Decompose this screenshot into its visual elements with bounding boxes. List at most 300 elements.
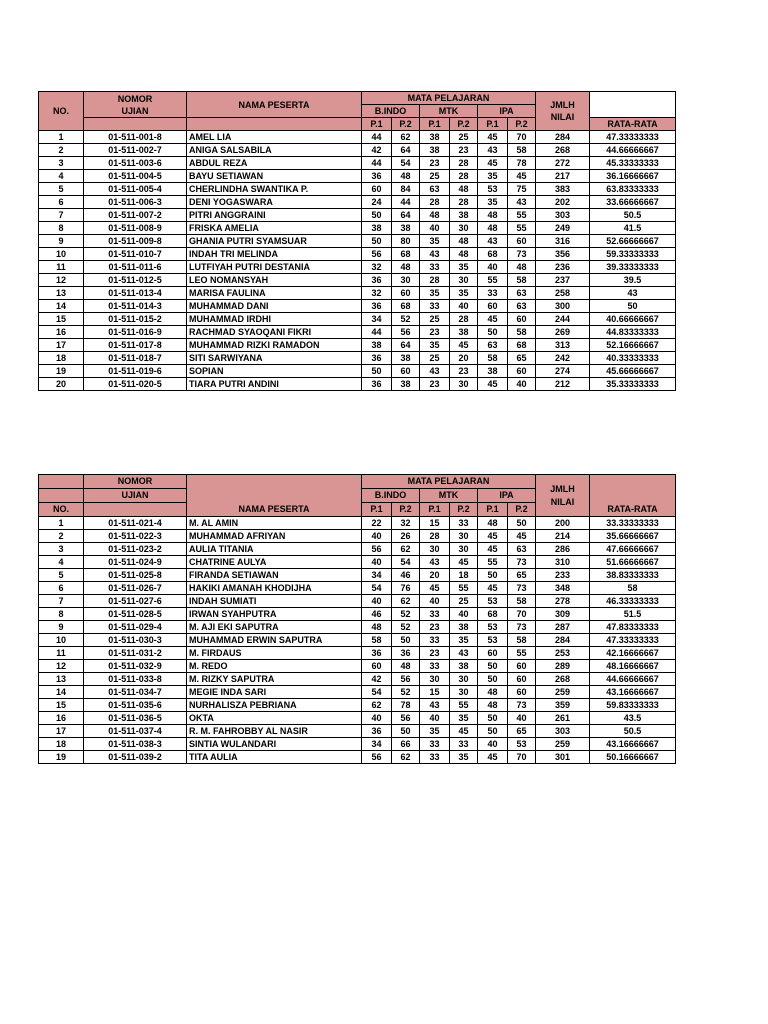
cell-rata-rata: 50.5 [590,725,676,738]
cell-jmlh-nilai: 301 [536,751,590,764]
table-row [39,144,676,157]
table-row [39,300,676,313]
cell-bindo-p1: 34 [362,569,392,582]
cell-jmlh-nilai: 233 [536,569,590,582]
cell-bindo-p1: 32 [362,287,392,300]
cell-nomor-ujian: 01-511-022-3 [84,530,187,543]
header-empty-no2 [39,489,84,503]
cell-ipa-p1: 48 [478,222,508,235]
cell-jmlh-nilai: 289 [536,660,590,673]
cell-ipa-p1: 68 [478,248,508,261]
cell-nomor-ujian: 01-511-016-9 [84,326,187,339]
cell-no: 6 [39,196,84,209]
cell-bindo-p2: 56 [392,326,420,339]
cell-nomor-ujian: 01-511-012-5 [84,274,187,287]
cell-jmlh-nilai: 284 [536,634,590,647]
table-row [39,248,676,261]
table-row [39,725,676,738]
cell-mtk-p2: 30 [450,378,478,391]
cell-mtk-p1: 48 [420,209,450,222]
header-nama-block [187,475,362,517]
cell-mtk-p2: 45 [450,339,478,352]
cell-mtk-p2: 30 [450,543,478,556]
cell-mtk-p2: 40 [450,608,478,621]
cell-ipa-p1: 50 [478,660,508,673]
cell-mtk-p2: 23 [450,365,478,378]
cell-nomor-ujian: 01-511-034-7 [84,686,187,699]
cell-nomor-ujian: 01-511-003-6 [84,157,187,170]
cell-jmlh-nilai: 286 [536,543,590,556]
cell-jmlh-nilai: 268 [536,144,590,157]
cell-no: 17 [39,725,84,738]
cell-bindo-p1: 56 [362,543,392,556]
cell-nama-peserta: LEO NOMANSYAH [187,274,362,287]
cell-bindo-p2: 84 [392,183,420,196]
cell-mtk-p2: 30 [450,673,478,686]
table-row [39,530,676,543]
cell-bindo-p1: 38 [362,339,392,352]
cell-mtk-p1: 35 [420,235,450,248]
cell-ipa-p2: 70 [508,608,536,621]
header-mata-pelajaran: MATA PELAJARAN [362,92,536,105]
cell-rata-rata: 43.16666667 [590,738,676,751]
cell-ipa-p1: 50 [478,673,508,686]
cell-mtk-p2: 28 [450,196,478,209]
table-row [39,196,676,209]
cell-rata-rata: 33.66666667 [590,196,676,209]
cell-rata-rata: 35.66666667 [590,530,676,543]
cell-ipa-p2: 60 [508,673,536,686]
cell-nama-peserta: RACHMAD SYAOQANI FIKRI [187,326,362,339]
cell-rata-rata: 43.16666667 [590,686,676,699]
cell-ipa-p2: 40 [508,378,536,391]
cell-jmlh-nilai: 359 [536,699,590,712]
header-nomor [84,92,187,118]
cell-ipa-p2: 50 [508,517,536,530]
cell-ipa-p2: 55 [508,222,536,235]
cell-mtk-p2: 18 [450,569,478,582]
cell-nama-peserta: MUHAMMAD DANI [187,300,362,313]
header-ipa: IPA [478,489,536,503]
header-nomor-line2: UJIAN [121,105,149,116]
cell-bindo-p2: 30 [392,274,420,287]
header-ipa: IPA [478,105,536,118]
cell-rata-rata: 44.83333333 [590,326,676,339]
cell-nomor-ujian: 01-511-030-3 [84,634,187,647]
cell-mtk-p2: 55 [450,699,478,712]
cell-bindo-p2: 80 [392,235,420,248]
cell-jmlh-nilai: 356 [536,248,590,261]
header-ipa-p2: P.2 [508,503,536,517]
cell-bindo-p1: 36 [362,352,392,365]
cell-nomor-ujian: 01-511-018-7 [84,352,187,365]
cell-bindo-p2: 76 [392,582,420,595]
cell-ipa-p2: 58 [508,634,536,647]
cell-bindo-p1: 58 [362,634,392,647]
cell-bindo-p1: 40 [362,712,392,725]
cell-mtk-p1: 15 [420,517,450,530]
cell-mtk-p1: 33 [420,608,450,621]
cell-bindo-p2: 66 [392,738,420,751]
cell-nama-peserta: INDAH TRI MELINDA [187,248,362,261]
cell-mtk-p1: 33 [420,738,450,751]
cell-bindo-p2: 48 [392,170,420,183]
cell-ipa-p1: 60 [478,300,508,313]
cell-bindo-p2: 62 [392,131,420,144]
table-row [39,751,676,764]
cell-mtk-p1: 23 [420,157,450,170]
cell-ipa-p1: 40 [478,738,508,751]
cell-mtk-p2: 40 [450,300,478,313]
table-row [39,517,676,530]
table-row [39,582,676,595]
cell-nama-peserta: MUHAMMAD RIZKI RAMADON [187,339,362,352]
header-nomor-line1: NOMOR [84,475,187,489]
cell-bindo-p2: 64 [392,144,420,157]
table-row [39,183,676,196]
cell-ipa-p1: 43 [478,144,508,157]
cell-no: 16 [39,326,84,339]
cell-rata-rata: 63.83333333 [590,183,676,196]
cell-mtk-p2: 38 [450,660,478,673]
cell-bindo-p2: 60 [392,287,420,300]
cell-rata-rata: 59.33333333 [590,248,676,261]
cell-bindo-p2: 78 [392,699,420,712]
cell-bindo-p1: 24 [362,196,392,209]
grade-table-1-body [39,131,676,391]
cell-nomor-ujian: 01-511-023-2 [84,543,187,556]
header-empty-no [39,475,84,489]
cell-nama-peserta: CHATRINE AULYA [187,556,362,569]
cell-bindo-p1: 36 [362,725,392,738]
cell-nomor-ujian: 01-511-001-8 [84,131,187,144]
cell-nomor-ujian: 01-511-015-2 [84,313,187,326]
cell-nomor-ujian: 01-511-024-9 [84,556,187,569]
cell-nama-peserta: MUHAMMAD AFRIYAN [187,530,362,543]
cell-nomor-ujian: 01-511-032-9 [84,660,187,673]
table-row [39,209,676,222]
cell-nama-peserta: M. AJI EKI SAPUTRA [187,621,362,634]
cell-jmlh-nilai: 348 [536,582,590,595]
cell-rata-rata: 51.66666667 [590,556,676,569]
header-mtk-p2: P.2 [450,503,478,517]
cell-no: 2 [39,144,84,157]
cell-ipa-p1: 55 [478,274,508,287]
cell-nama-peserta: MARISA FAULINA [187,287,362,300]
cell-rata-rata: 35.33333333 [590,378,676,391]
grade-table-2-body [39,517,676,764]
cell-mtk-p1: 33 [420,660,450,673]
cell-mtk-p1: 33 [420,300,450,313]
cell-bindo-p1: 34 [362,738,392,751]
cell-bindo-p1: 36 [362,274,392,287]
cell-ipa-p2: 73 [508,556,536,569]
table-row [39,712,676,725]
cell-ipa-p2: 60 [508,313,536,326]
cell-no: 15 [39,313,84,326]
cell-mtk-p1: 33 [420,751,450,764]
cell-ipa-p1: 33 [478,287,508,300]
cell-ipa-p2: 63 [508,300,536,313]
cell-nama-peserta: INDAH SUMIATI [187,595,362,608]
cell-ipa-p2: 58 [508,274,536,287]
cell-rata-rata: 40.33333333 [590,352,676,365]
cell-bindo-p2: 62 [392,595,420,608]
cell-mtk-p2: 35 [450,287,478,300]
cell-jmlh-nilai: 309 [536,608,590,621]
cell-no: 18 [39,352,84,365]
cell-no: 13 [39,673,84,686]
cell-mtk-p2: 48 [450,183,478,196]
cell-bindo-p1: 56 [362,248,392,261]
cell-mtk-p1: 28 [420,274,450,287]
cell-nomor-ujian: 01-511-038-3 [84,738,187,751]
header-ipa-p1: P.1 [478,503,508,517]
cell-nomor-ujian: 01-511-020-5 [84,378,187,391]
cell-nama-peserta: IRWAN SYAHPUTRA [187,608,362,621]
grade-table-2 [38,474,676,764]
cell-nama-peserta: SITI SARWIYANA [187,352,362,365]
cell-nama-peserta: M. AL AMIN [187,517,362,530]
cell-jmlh-nilai: 303 [536,209,590,222]
table-row [39,131,676,144]
header-empty-nomor [84,503,187,517]
cell-nomor-ujian: 01-511-025-8 [84,569,187,582]
header-bindo: B.INDO [362,105,420,118]
table-row [39,378,676,391]
cell-bindo-p2: 38 [392,378,420,391]
cell-mtk-p1: 40 [420,222,450,235]
cell-ipa-p2: 63 [508,287,536,300]
header-mata-pelajaran: MATA PELAJARAN [362,475,536,489]
header-mtk-p1: P.1 [420,503,450,517]
cell-bindo-p2: 48 [392,261,420,274]
cell-nama-peserta: OKTA [187,712,362,725]
cell-no: 12 [39,660,84,673]
cell-rata-rata: 58 [590,582,676,595]
cell-ipa-p1: 48 [478,686,508,699]
cell-rata-rata: 59.83333333 [590,699,676,712]
cell-ipa-p1: 60 [478,647,508,660]
cell-bindo-p2: 44 [392,196,420,209]
cell-ipa-p1: 45 [478,543,508,556]
cell-ipa-p2: 40 [508,712,536,725]
cell-bindo-p1: 50 [362,209,392,222]
header-mtk: MTK [420,489,478,503]
cell-ipa-p1: 35 [478,196,508,209]
cell-no: 3 [39,543,84,556]
cell-nama-peserta: CHERLINDHA SWANTIKA P. [187,183,362,196]
header-no: NO. [39,503,84,517]
cell-mtk-p2: 38 [450,621,478,634]
cell-ipa-p2: 73 [508,248,536,261]
cell-no: 16 [39,712,84,725]
cell-ipa-p1: 45 [478,157,508,170]
cell-ipa-p1: 53 [478,595,508,608]
cell-no: 10 [39,634,84,647]
cell-ipa-p1: 50 [478,725,508,738]
cell-no: 5 [39,569,84,582]
cell-ipa-p2: 70 [508,131,536,144]
cell-bindo-p1: 42 [362,144,392,157]
cell-mtk-p2: 25 [450,595,478,608]
cell-nomor-ujian: 01-511-019-6 [84,365,187,378]
cell-nama-peserta: ABDUL REZA [187,157,362,170]
cell-mtk-p1: 33 [420,261,450,274]
header-empty-nama [187,118,362,131]
header-rata-block [590,475,676,517]
cell-no: 17 [39,339,84,352]
cell-nomor-ujian: 01-511-037-4 [84,725,187,738]
table-row [39,647,676,660]
table-row [39,157,676,170]
cell-ipa-p2: 55 [508,647,536,660]
cell-nama-peserta: R. M. FAHROBBY AL NASIR [187,725,362,738]
cell-jmlh-nilai: 242 [536,352,590,365]
cell-bindo-p1: 42 [362,673,392,686]
cell-no: 7 [39,595,84,608]
cell-nama-peserta: MUHAMMAD IRDHI [187,313,362,326]
cell-bindo-p2: 68 [392,248,420,261]
table-row [39,569,676,582]
header-no: NO. [39,92,84,131]
cell-jmlh-nilai: 237 [536,274,590,287]
header-mtk: MTK [420,105,478,118]
cell-mtk-p1: 43 [420,556,450,569]
cell-bindo-p1: 62 [362,699,392,712]
cell-mtk-p2: 35 [450,634,478,647]
cell-mtk-p2: 30 [450,686,478,699]
cell-ipa-p1: 48 [478,517,508,530]
cell-jmlh-nilai: 259 [536,738,590,751]
cell-mtk-p2: 30 [450,274,478,287]
cell-ipa-p1: 48 [478,209,508,222]
cell-mtk-p2: 38 [450,209,478,222]
cell-ipa-p2: 60 [508,660,536,673]
cell-rata-rata: 43.5 [590,712,676,725]
cell-mtk-p1: 33 [420,634,450,647]
cell-ipa-p2: 60 [508,686,536,699]
grade-table-1 [38,91,676,391]
cell-no: 8 [39,608,84,621]
cell-no: 5 [39,183,84,196]
cell-mtk-p2: 35 [450,261,478,274]
header-nomor-line1: NOMOR [117,93,153,104]
cell-mtk-p1: 28 [420,530,450,543]
cell-mtk-p1: 43 [420,248,450,261]
header-jmlh-nilai [536,475,590,517]
cell-mtk-p1: 30 [420,543,450,556]
cell-nama-peserta: SINTIA WULANDARI [187,738,362,751]
cell-ipa-p1: 50 [478,569,508,582]
header-bindo-p2: P.2 [392,503,420,517]
cell-no: 14 [39,300,84,313]
cell-ipa-p1: 58 [478,352,508,365]
cell-mtk-p1: 40 [420,595,450,608]
cell-nama-peserta: M. REDO [187,660,362,673]
cell-rata-rata: 50.16666667 [590,751,676,764]
cell-mtk-p1: 23 [420,378,450,391]
cell-bindo-p2: 26 [392,530,420,543]
cell-bindo-p2: 62 [392,751,420,764]
header-rata-rata: RATA-RATA [590,118,676,131]
cell-nama-peserta: MUHAMMAD ERWIN SAPUTRA [187,634,362,647]
cell-nama-peserta: HAKIKI AMANAH KHODIJHA [187,582,362,595]
cell-nama-peserta: PITRI ANGGRAINI [187,209,362,222]
cell-bindo-p2: 56 [392,712,420,725]
cell-bindo-p2: 50 [392,725,420,738]
cell-bindo-p2: 38 [392,222,420,235]
cell-bindo-p1: 44 [362,157,392,170]
cell-mtk-p1: 23 [420,621,450,634]
cell-bindo-p1: 36 [362,170,392,183]
cell-no: 15 [39,699,84,712]
cell-ipa-p2: 45 [508,170,536,183]
cell-nomor-ujian: 01-511-036-5 [84,712,187,725]
table-row [39,365,676,378]
cell-ipa-p1: 68 [478,608,508,621]
header-jmlh-line1: JMLH [550,100,575,110]
cell-ipa-p1: 48 [478,699,508,712]
cell-jmlh-nilai: 200 [536,517,590,530]
cell-jmlh-nilai: 269 [536,326,590,339]
cell-mtk-p2: 48 [450,248,478,261]
header-rata-rata: RATA-RATA [607,504,658,514]
cell-nomor-ujian: 01-511-010-7 [84,248,187,261]
cell-no: 19 [39,751,84,764]
cell-ipa-p1: 43 [478,235,508,248]
header-bindo-p1: P.1 [362,118,392,131]
cell-bindo-p2: 64 [392,339,420,352]
cell-ipa-p2: 55 [508,209,536,222]
cell-mtk-p1: 35 [420,725,450,738]
cell-bindo-p1: 32 [362,261,392,274]
cell-nama-peserta: M. FIRDAUS [187,647,362,660]
cell-jmlh-nilai: 316 [536,235,590,248]
cell-rata-rata: 47.33333333 [590,131,676,144]
cell-rata-rata: 33.33333333 [590,517,676,530]
cell-ipa-p2: 63 [508,543,536,556]
cell-mtk-p1: 40 [420,712,450,725]
header-bindo-p2: P.2 [392,118,420,131]
cell-ipa-p2: 73 [508,699,536,712]
cell-bindo-p1: 44 [362,131,392,144]
cell-jmlh-nilai: 249 [536,222,590,235]
cell-mtk-p1: 63 [420,183,450,196]
cell-jmlh-nilai: 268 [536,673,590,686]
cell-ipa-p1: 38 [478,365,508,378]
cell-no: 6 [39,582,84,595]
cell-bindo-p1: 44 [362,326,392,339]
cell-bindo-p1: 40 [362,595,392,608]
cell-jmlh-nilai: 287 [536,621,590,634]
cell-ipa-p1: 40 [478,261,508,274]
table-row [39,261,676,274]
cell-nomor-ujian: 01-511-039-2 [84,751,187,764]
header-bindo-p1: P.1 [362,503,392,517]
cell-jmlh-nilai: 310 [536,556,590,569]
header-jmlh-line2: NILAI [550,112,575,122]
table-row [39,339,676,352]
cell-mtk-p1: 35 [420,287,450,300]
table-row [39,686,676,699]
header-jmlh-line2: NILAI [550,496,575,507]
cell-nama-peserta: AMEL LIA [187,131,362,144]
cell-bindo-p1: 36 [362,647,392,660]
cell-mtk-p1: 35 [420,339,450,352]
cell-jmlh-nilai: 258 [536,287,590,300]
cell-ipa-p2: 45 [508,530,536,543]
